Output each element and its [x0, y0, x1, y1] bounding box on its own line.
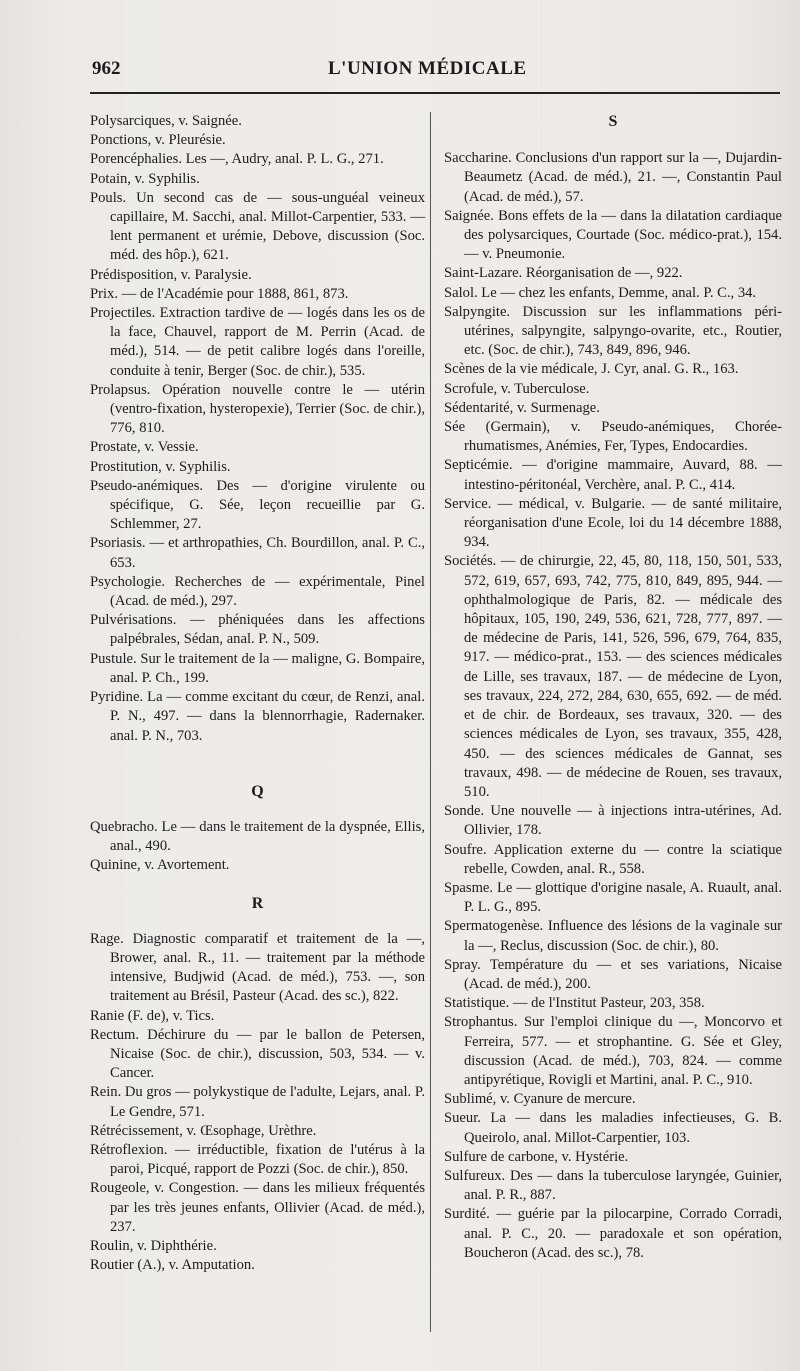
index-entry: Sulfure de carbone, v. Hystérie. — [444, 1148, 629, 1165]
index-entry: Sédentarité, v. Surmenage. — [444, 399, 600, 416]
index-entry: Sueur. La — dans les maladies infectieuses, G. B. Queirolo, anal. Millot-Carpentier, 103. — [444, 1110, 782, 1146]
index-entry: Salol. Le — chez les enfants, Demme, anal. P. C., 34. — [444, 284, 757, 301]
index-entry: Rétrécissement, v. Œsophage, Urèthre. — [90, 1122, 317, 1139]
spacer — [90, 746, 425, 764]
index-entry: Sulfureux. Des — dans la tuberculose laryngée, Guinier, anal. P. R., 887. — [444, 1167, 782, 1204]
index-entry: Rougeole, v. Congestion. — dans les milieux fréquentés par les très jeunes enfants, Ollivier (Acad. de méd.), 237. — [90, 1180, 425, 1235]
index-entry: Spasme. Le — glottique d'origine nasale, A. Ruault, anal. P. L. G., 895. — [444, 879, 782, 916]
index-entry: Prolapsus. Opération nouvelle contre le — utérin (ventro-fixation, hysteropexie), Terrier (Soc. de chir.), 776, 810. — [90, 381, 425, 437]
index-entry: Service. — médical, v. Bulgarie. — de santé militaire, réorganisation d'une Ecole, loi du 14 décembre 1888, 934. — [444, 495, 782, 551]
index-entry: Projectiles. Extraction tardive de — logés dans les os de la face, Chauvel, rapport de M. Perrin (Acad. de méd.), 514. — de petit calibre logés dans l'oreille, conduite à tenir, Berger (Soc. de chir.), 535. — [90, 305, 425, 379]
index-entry: Rein. Du gros — polykystique de l'adulte, Lejars, anal. P. Le Gendre, 571. — [90, 1084, 425, 1120]
index-entry: Sociétés. — de chirurgie, 22, 45, 80, 118, 150, 501, 533, 572, 619, 657, 693, 742, 775, 810, 849, 895, 944. — ophthalmologique de Paris, 82. — médicale des hôpitaux, 105, 190, 249, 536, 621, 728, 777, 897. — de médecine de Paris, 141, 526, 596, 679, 764, 835, 917. — médico-prat., 153. — des sciences médicales de Lille, ses travaux, 187. — de médecine de Lyon, ses travaux, 224, 272, 284, 630, 655, 692. — de méd. et de chir. de Bordeaux, ses travaux, 320. — des sciences médicales de Lyon, ses travaux, 355, 428, 450. — des sciences médicales de Gannat, ses travaux, 498. — de médecine de Rouen, ses travaux, 510. — [444, 553, 782, 800]
index-entry: Septicémie. — d'origine mammaire, Auvard, 88. — intestino-péritonéal, Verchère, anal. P. C., 414. — [444, 457, 782, 493]
section-letter-q: Q — [251, 782, 264, 800]
index-entry: Salpyngite. Discussion sur les inflammations péri-utérines, salpyngite, salpyngo-ovarite, etc., Routier, etc. (Soc. de chir.), 743, 849, 896, 946. — [444, 303, 782, 359]
column-divider — [430, 112, 431, 1332]
index-entry: Quebracho. Le — dans le traitement de la dyspnée, Ellis, anal., 490. — [90, 818, 425, 855]
index-entry: Spray. Température du — et ses variations, Nicaise (Acad. de méd.), 200. — [444, 956, 782, 992]
page-number: 962 — [92, 58, 121, 79]
index-entry: Roulin, v. Diphthérie. — [90, 1237, 217, 1254]
index-entry: Surdité. — guérie par la pilocarpine, Corrado Corradi, anal. P. C., 20. — paradoxale et son opération, Boucheron (Acad. des sc.), 78. — [444, 1206, 782, 1261]
left-column — [90, 112, 425, 1275]
index-entry: Routier (A.), v. Amputation. — [90, 1257, 255, 1274]
index-entry: Rétroflexion. — irréductible, fixation de l'utérus à la paroi, Picqué, rapport de Pozzi (Soc. de chir.), 850. — [90, 1141, 425, 1178]
index-entry: Rage. Diagnostic comparatif et traitement de la —, Brower, anal. R., 11. — traitement par la méthode intensive, Budjwid (Acad. de méd.), 753. —, son traitement au Brésil, Pasteur (Acad. des sc.), 822. — [90, 930, 425, 1005]
index-entry: Prostate, v. Vessie. — [90, 439, 199, 456]
index-entry: Psoriasis. — et arthropathies, Ch. Bourdillon, anal. P. C., 653. — [90, 535, 425, 571]
index-entry: Pyridine. La — comme excitant du cœur, de Renzi, anal. P. N., 497. — dans la blennorrhagie, Radernaker. anal. P. N., 703. — [90, 689, 425, 744]
index-entry: Statistique. — de l'Institut Pasteur, 203, 358. — [444, 995, 705, 1012]
index-entry: Ponctions, v. Pleurésie. — [90, 132, 226, 149]
index-entry: Saignée. Bons effets de la — dans la dilatation cardiaque des polysarciques, Courtade (Soc. médico-prat.), 154. — v. Pneumonie. — [444, 207, 782, 263]
right-column — [444, 112, 782, 1263]
index-entry: Soufre. Application externe du — contre la sciatique rebelle, Cowden, anal. R., 558. — [444, 841, 782, 877]
page-header — [88, 58, 780, 88]
index-entry: Strophantus. Sur l'emploi clinique du —, Moncorvo et Ferreira, 577. — et strophantine. G. Sée et Gley, discussion (Acad. de méd.), 703, 824. — comme antipyrétique, Rovigli et Martini, anal. P. C., 910. — [444, 1014, 782, 1088]
header-rule — [90, 92, 780, 94]
index-entry: Polysarciques, v. Saignée. — [90, 113, 242, 129]
index-entry: Psychologie. Recherches de — expérimentale, Pinel (Acad. de méd.), 297. — [90, 573, 425, 610]
index-group-q — [90, 818, 425, 876]
index-entry: Pustule. Sur le traitement de la — maligne, G. Bompaire, anal. P. Ch., 199. — [90, 650, 425, 686]
index-entry: Saccharine. Conclusions d'un rapport sur la —, Dujardin-Beaumetz (Acad. de méd.), 21. —, Constantin Paul (Acad. de méd.), 57. — [444, 150, 782, 205]
index-entry: Pseudo-anémiques. Des — d'origine virulente ou spécifique, G. Sée, leçon recueillie par G. Schlemmer, 27. — [90, 477, 425, 533]
index-entry: Saint-Lazare. Réorganisation de —, 922. — [444, 265, 683, 282]
index-entry: Spermatogenèse. Influence des lésions de la vaginale sur la —, Reclus, discussion (Soc. de chir.), 80. — [444, 918, 782, 954]
index-entry: Rectum. Déchirure du — par le ballon de Petersen, Nicaise (Soc. de chir.), discussion, 503, 534. — v. Cancer. — [90, 1026, 425, 1082]
index-entry: Ranie (F. de), v. Tics. — [90, 1007, 215, 1024]
index-entry: Sublimé, v. Cyanure de mercure. — [444, 1091, 636, 1108]
index-entry: Pulvérisations. — phéniquées dans les affections palpébrales, Sédan, anal. P. N., 509. — [90, 612, 425, 648]
index-entry: Prostitution, v. Syphilis. — [90, 458, 231, 475]
index-entry: Porencéphalies. Les —, Audry, anal. P. L. G., 271. — [90, 151, 384, 168]
index-entry: Scènes de la vie médicale, J. Cyr, anal. G. R., 163. — [444, 361, 739, 378]
index-entry: Quinine, v. Avortement. — [90, 857, 230, 874]
section-letter-s: S — [608, 113, 618, 130]
index-entry: Scrofule, v. Tuberculose. — [444, 380, 590, 397]
index-group-p — [90, 112, 425, 746]
running-title: L'UNION MÉDICALE — [328, 58, 527, 79]
index-entry: Prix. — de l'Académie pour 1888, 861, 873. — [90, 285, 349, 302]
index-entry: Pouls. Un second cas de — sous-unguéal veineux capillaire, M. Sacchi, anal. Millot-Carpentier, 533. — lent permanent et urémie, Debove, discussion (Soc. méd. des hôp.), 621. — [90, 189, 425, 264]
index-group-s — [444, 149, 782, 1263]
index-entry: Potain, v. Syphilis. — [90, 170, 200, 187]
index-entry: Sonde. Une nouvelle — à injections intra-utérines, Ad. Ollivier, 178. — [444, 803, 782, 839]
index-entry: Prédisposition, v. Paralysie. — [90, 266, 252, 283]
index-entry: Sée (Germain), v. Pseudo-anémiques, Chorée-rhumatismes, Anémies, Fer, Types, Endocardies. — [444, 419, 782, 455]
index-group-r — [90, 930, 425, 1276]
section-letter-r: R — [251, 894, 264, 912]
